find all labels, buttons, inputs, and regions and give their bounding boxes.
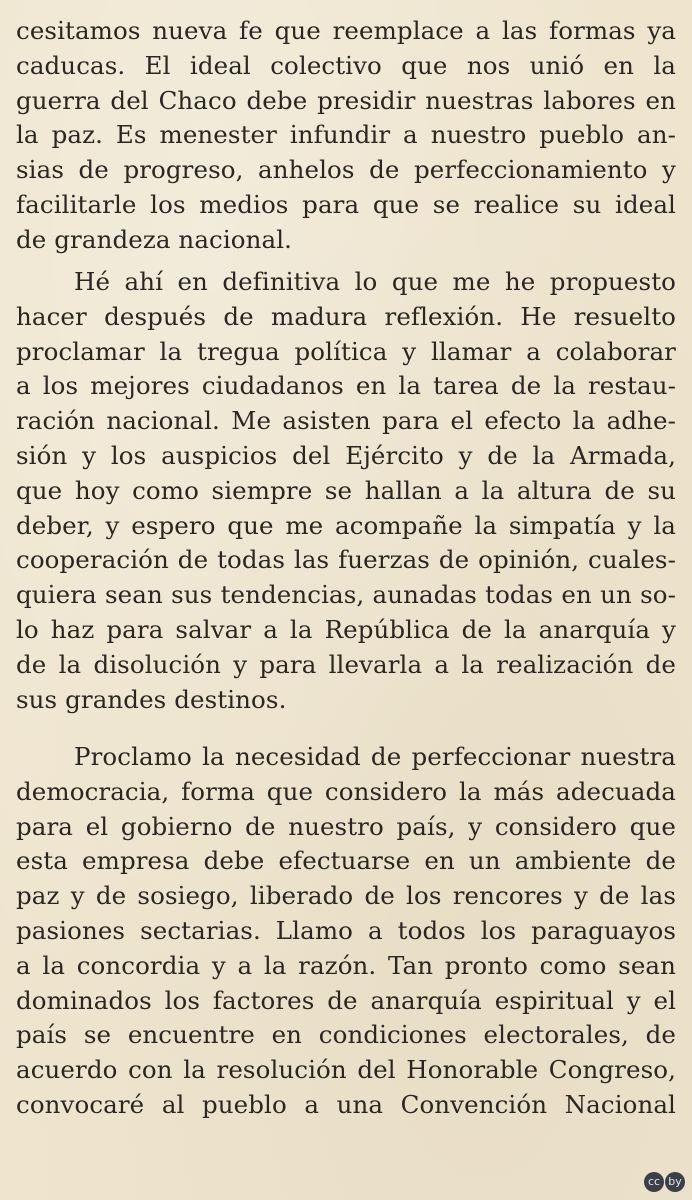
text-line: ración nacional. Me asisten para el efecto la adhe- — [16, 406, 676, 436]
text-line: cooperación de todas las fuerzas de opinión, cuales- — [16, 545, 676, 575]
text-line: sus grandes destinos. — [16, 684, 287, 714]
text-line: país se encuentre en condiciones electorales, de — [16, 1020, 676, 1050]
text-line: para el gobierno de nuestro país, y considero que — [16, 811, 676, 841]
creative-commons-badge-icon — [644, 1172, 686, 1192]
text-line: facilitarle los medios para que se realice su ideal — [16, 189, 676, 219]
text-line: pasiones sectarias. Llamo a todos los paraguayos — [16, 915, 676, 945]
paragraph-2 — [16, 265, 676, 717]
text-line: convocaré al pueblo a una Convención Nacional — [16, 1089, 676, 1119]
paragraph-3 — [16, 740, 676, 1123]
text-line: Proclamo la necesidad de perfeccionar nuestra — [74, 742, 676, 771]
text-line: lo haz para salvar a la República de la anarquía y — [16, 614, 676, 644]
text-line: acuerdo con la resolución del Honorable Congreso, — [16, 1055, 676, 1085]
text-line: hacer después de madura reflexión. He resuelto — [16, 301, 676, 331]
text-line: paz y de sosiego, liberado de los rencores y de las — [16, 881, 676, 911]
text-line: cesitamos nueva fe que reemplace a las formas ya — [16, 16, 676, 45]
text-line: esta empresa debe efectuarse en un ambiente de — [16, 846, 676, 876]
text-line: que hoy como siempre se hallan a la altura de su — [16, 475, 676, 505]
text-line: la paz. Es menester infundir a nuestro pueblo an- — [16, 120, 676, 150]
text-line: sión y los auspicios del Ejército y de la Armada, — [16, 440, 676, 470]
by-icon: by — [665, 1172, 685, 1192]
text-line: a los mejores ciudadanos en la tarea de la restau- — [16, 371, 676, 401]
text-line: de grandeza nacional. — [16, 224, 293, 254]
text-line: de la disolución y para llevarla a la realización de — [16, 649, 676, 679]
text-line: quiera sean sus tendencias, aunadas todas en un so- — [16, 580, 676, 610]
text-line: guerra del Chaco debe presidir nuestras labores en — [16, 85, 676, 115]
text-line: proclamar la tregua política y llamar a colaborar — [16, 336, 676, 366]
text-line: deber, y espero que me acompañe la simpatía y la — [16, 510, 676, 540]
text-line: Hé ahí en definitiva lo que me he propuesto — [74, 267, 676, 296]
text-line: democracia, forma que considero la más adecuada — [16, 776, 676, 806]
text-line: caducas. El ideal colectivo que nos unió en la — [16, 50, 676, 80]
text-line: a la concordia y a la razón. Tan pronto como sean — [16, 950, 676, 980]
cc-icon: cc — [644, 1172, 664, 1192]
text-line: sias de progreso, anhelos de perfeccionamiento y — [16, 155, 676, 185]
text-line: dominados los factores de anarquía espiritual y el — [16, 985, 676, 1015]
paragraph-1 — [16, 14, 676, 258]
